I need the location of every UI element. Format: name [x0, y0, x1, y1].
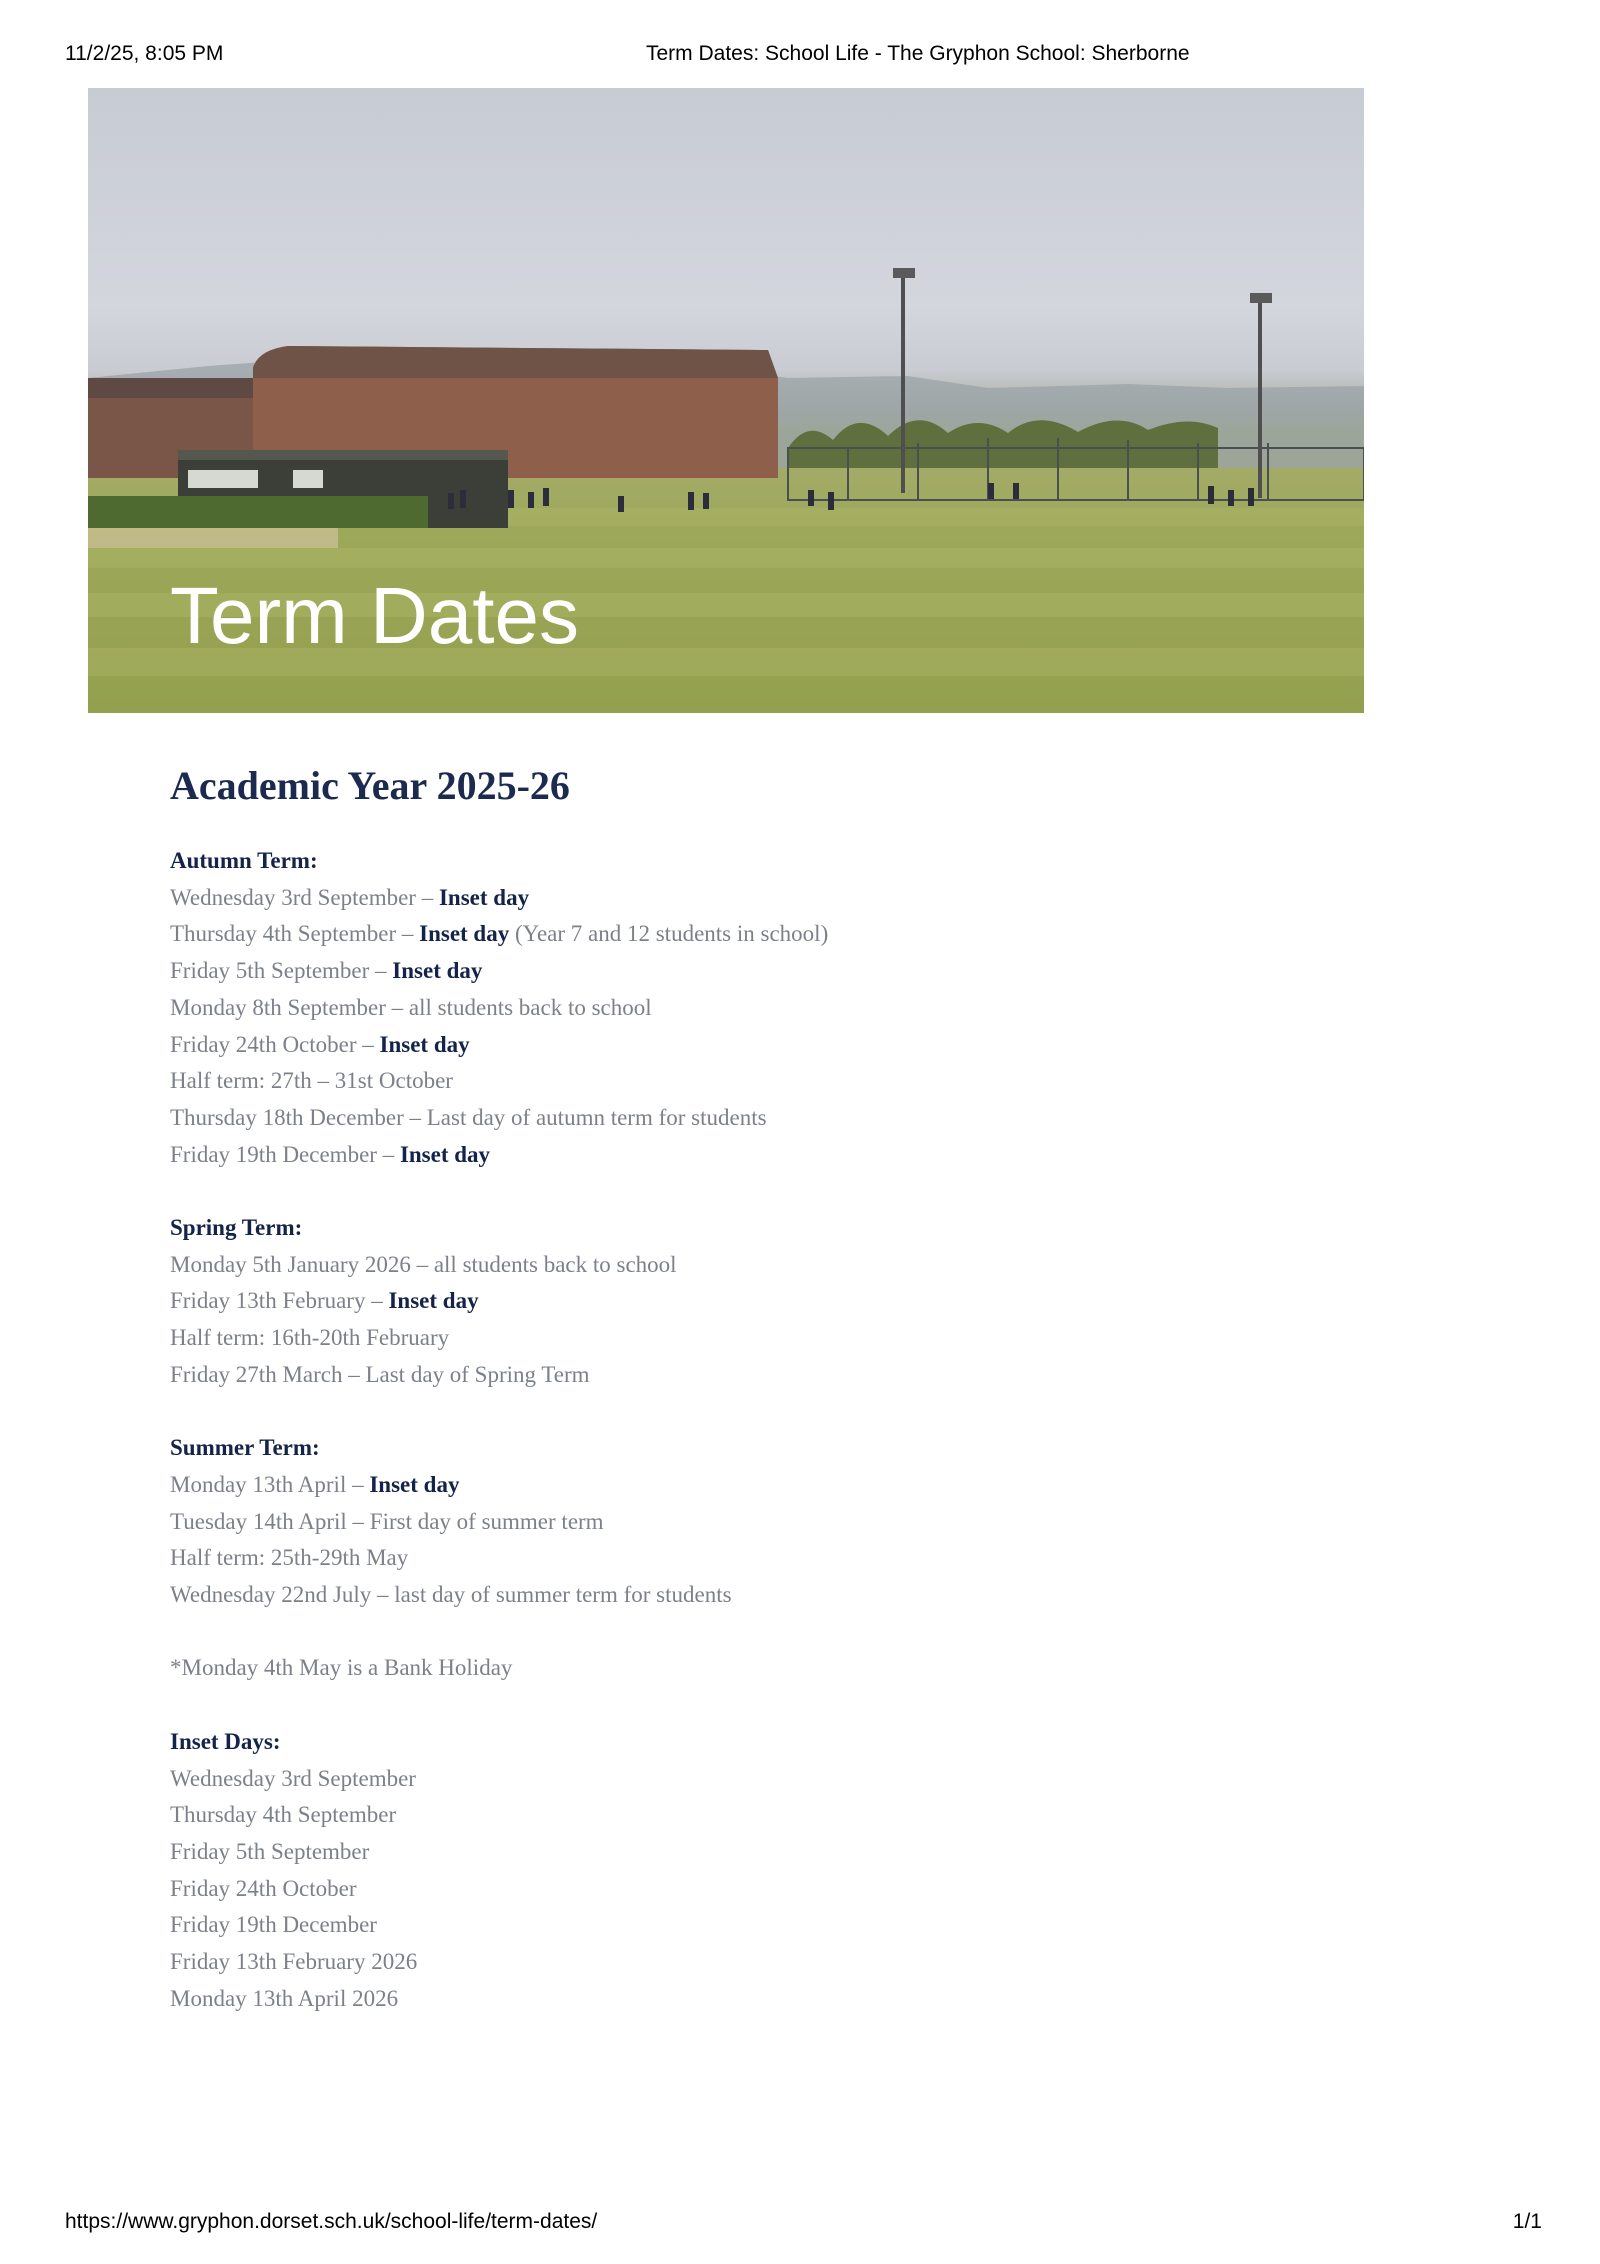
print-footer: [0, 2200, 1600, 2260]
list-item: Thursday 4th September: [170, 1802, 397, 1828]
list-item: Monday 5th January 2026 – all students back to school: [170, 1251, 677, 1277]
term-dates-content: [170, 760, 1370, 2017]
list-item: Friday 19th December: [170, 1912, 377, 1938]
list-item: Thursday 18th December – Last day of autumn term for students: [170, 1104, 767, 1130]
list-item: Thursday 4th September – Inset day (Year 7 and 12 students in school): [170, 921, 829, 947]
summer-term-heading: Summer Term:: [170, 1435, 320, 1461]
list-item: Half term: 25th-29th May: [170, 1545, 409, 1571]
autumn-term-heading: Autumn Term:: [170, 848, 318, 873]
list-item: Friday 13th February 2026: [170, 1949, 418, 1975]
bank-holiday-note: *Monday 4th May is a Bank Holiday: [170, 1655, 513, 1681]
list-item: Friday 19th December – Inset day: [170, 1141, 491, 1167]
list-item: Monday 13th April – Inset day: [170, 1471, 460, 1497]
list-item: Tuesday 14th April – First day of summer term: [170, 1508, 604, 1534]
list-item: Friday 5th September – Inset day: [170, 958, 483, 984]
list-item: Wednesday 3rd September – Inset day: [170, 884, 530, 910]
list-item: Friday 24th October: [170, 1875, 357, 1901]
inset-days-section: [170, 1724, 1370, 2018]
list-item: Friday 13th February – Inset day: [170, 1288, 479, 1314]
page-number: 1/1: [1512, 2210, 1542, 2233]
list-item: Friday 27th March – Last day of Spring Term: [170, 1361, 590, 1387]
list-item: Friday 5th September: [170, 1838, 370, 1864]
list-item: Half term: 16th-20th February: [170, 1325, 450, 1351]
inset-days-heading: Inset Days:: [170, 1728, 281, 1754]
hero-title: Term Dates: [170, 571, 579, 660]
autumn-term-section: [170, 843, 1370, 1173]
list-item: Monday 8th September – all students back to school: [170, 994, 652, 1020]
print-timestamp: 11/2/25, 8:05 PM: [65, 42, 224, 65]
list-item: Wednesday 22nd July – last day of summer term for students: [170, 1582, 732, 1608]
academic-year-title: Academic Year 2025-26: [170, 763, 570, 808]
page-url: https://www.gryphon.dorset.sch.uk/school-life/term-dates/: [65, 2210, 598, 2233]
spring-term-section: [170, 1210, 1370, 1394]
list-item: Wednesday 3rd September: [170, 1765, 416, 1791]
list-item: Friday 24th October – Inset day: [170, 1031, 470, 1057]
summer-term-section: [170, 1430, 1370, 1614]
print-page-title: Term Dates: School Life - The Gryphon School: Sherborne: [646, 42, 1190, 65]
hero-banner: [88, 88, 1364, 713]
list-item: Monday 13th April 2026: [170, 1985, 399, 2011]
spring-term-heading: Spring Term:: [170, 1215, 303, 1241]
list-item: Half term: 27th – 31st October: [170, 1068, 453, 1094]
